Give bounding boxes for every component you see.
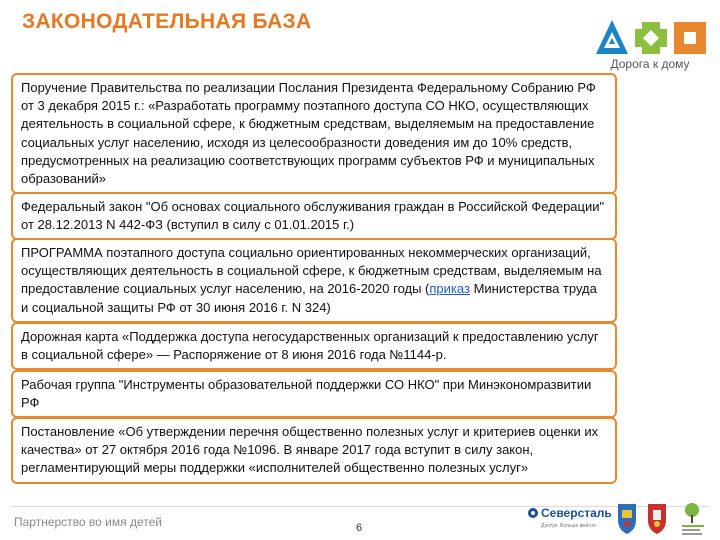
dorogа-k-domu-logo [590, 10, 710, 72]
coat-of-arms-icon-2 [648, 504, 666, 534]
severstal-subtitle: Доступ. Больше вместе [541, 523, 597, 529]
item-text: Рабочая группа "Инструменты образовательной поддержки СО НКО" при Минэкономразвитии РФ [21, 377, 592, 411]
item-working-group [11, 370, 617, 418]
item-text: Поручение Правительства по реализации Послания Президента Федеральному Собранию РФ от 3 декабря 2015 г.: «Разработать программу поэтапного доступа СО НКО, осуществляющих деятельность в социальной сфере, к бюджетным средствам, выделяемым на предоставление социальных услуг населению, исходя из целесообразности доведения им до 10% средств, предусмотренных на реализацию соответствующих программ субъектов РФ и муниципальных образований» [21, 80, 596, 187]
item-text-after: Министерства труда и социальной защиты РФ от 30 июня 2016 г. N 324) [21, 281, 597, 315]
coat-of-arms-icon-1 [618, 504, 636, 534]
square-logo-icon [674, 22, 706, 54]
severstal-name: Северсталь [541, 506, 612, 520]
item-text: Федеральный закон "Об основах социального обслуживания граждан в Российской Федерации" от 28.12.2013 N 442-ФЗ (вступил в силу с 01.01.2015 г.) [21, 199, 605, 233]
green-tree-logo-icon [682, 503, 704, 535]
item-roadmap [11, 322, 617, 370]
page-title: ЗАКОНОДАТЕЛЬНАЯ БАЗА [22, 10, 312, 33]
cross-logo-icon [635, 22, 667, 54]
footer-tagline: Партнерство во имя детей [14, 515, 162, 529]
item-resolution [11, 417, 617, 484]
item-federal-law [11, 192, 617, 240]
item-program [11, 238, 617, 323]
triangle-logo-icon [596, 20, 628, 54]
item-text: Постановление «Об утверждении перечня общественно полезных услуг и критериев оценки их качества» от 27 октября 2016 года №1096. В январе 2017 года вступит в силу закон, регламентирующий меры поддержки «исполнителей общественно полезных услуг» [21, 424, 599, 476]
severstal-logo [528, 506, 612, 529]
item-text: Дорожная карта «Поддержка доступа негосударственных организаций к предоставлению услуг в социальной сфере» — Распоряжение от 8 июня 2016 года №1144-р. [21, 329, 599, 363]
item-text-before: ПРОГРАММА поэтапного доступа социально ориентированных некоммерческих организаций, осуществляющих деятельность в социальной сфере, к бюджетным средствам, выделяемым на предоставление социальных услуг населению, на 2016-2020 годы ( [21, 245, 602, 297]
page-number: 6 [356, 522, 363, 534]
item-government-order [11, 73, 617, 194]
sponsor-logos [526, 500, 716, 538]
logo-text: Дорога к дому [610, 57, 690, 71]
order-link[interactable]: приказ [429, 281, 470, 297]
